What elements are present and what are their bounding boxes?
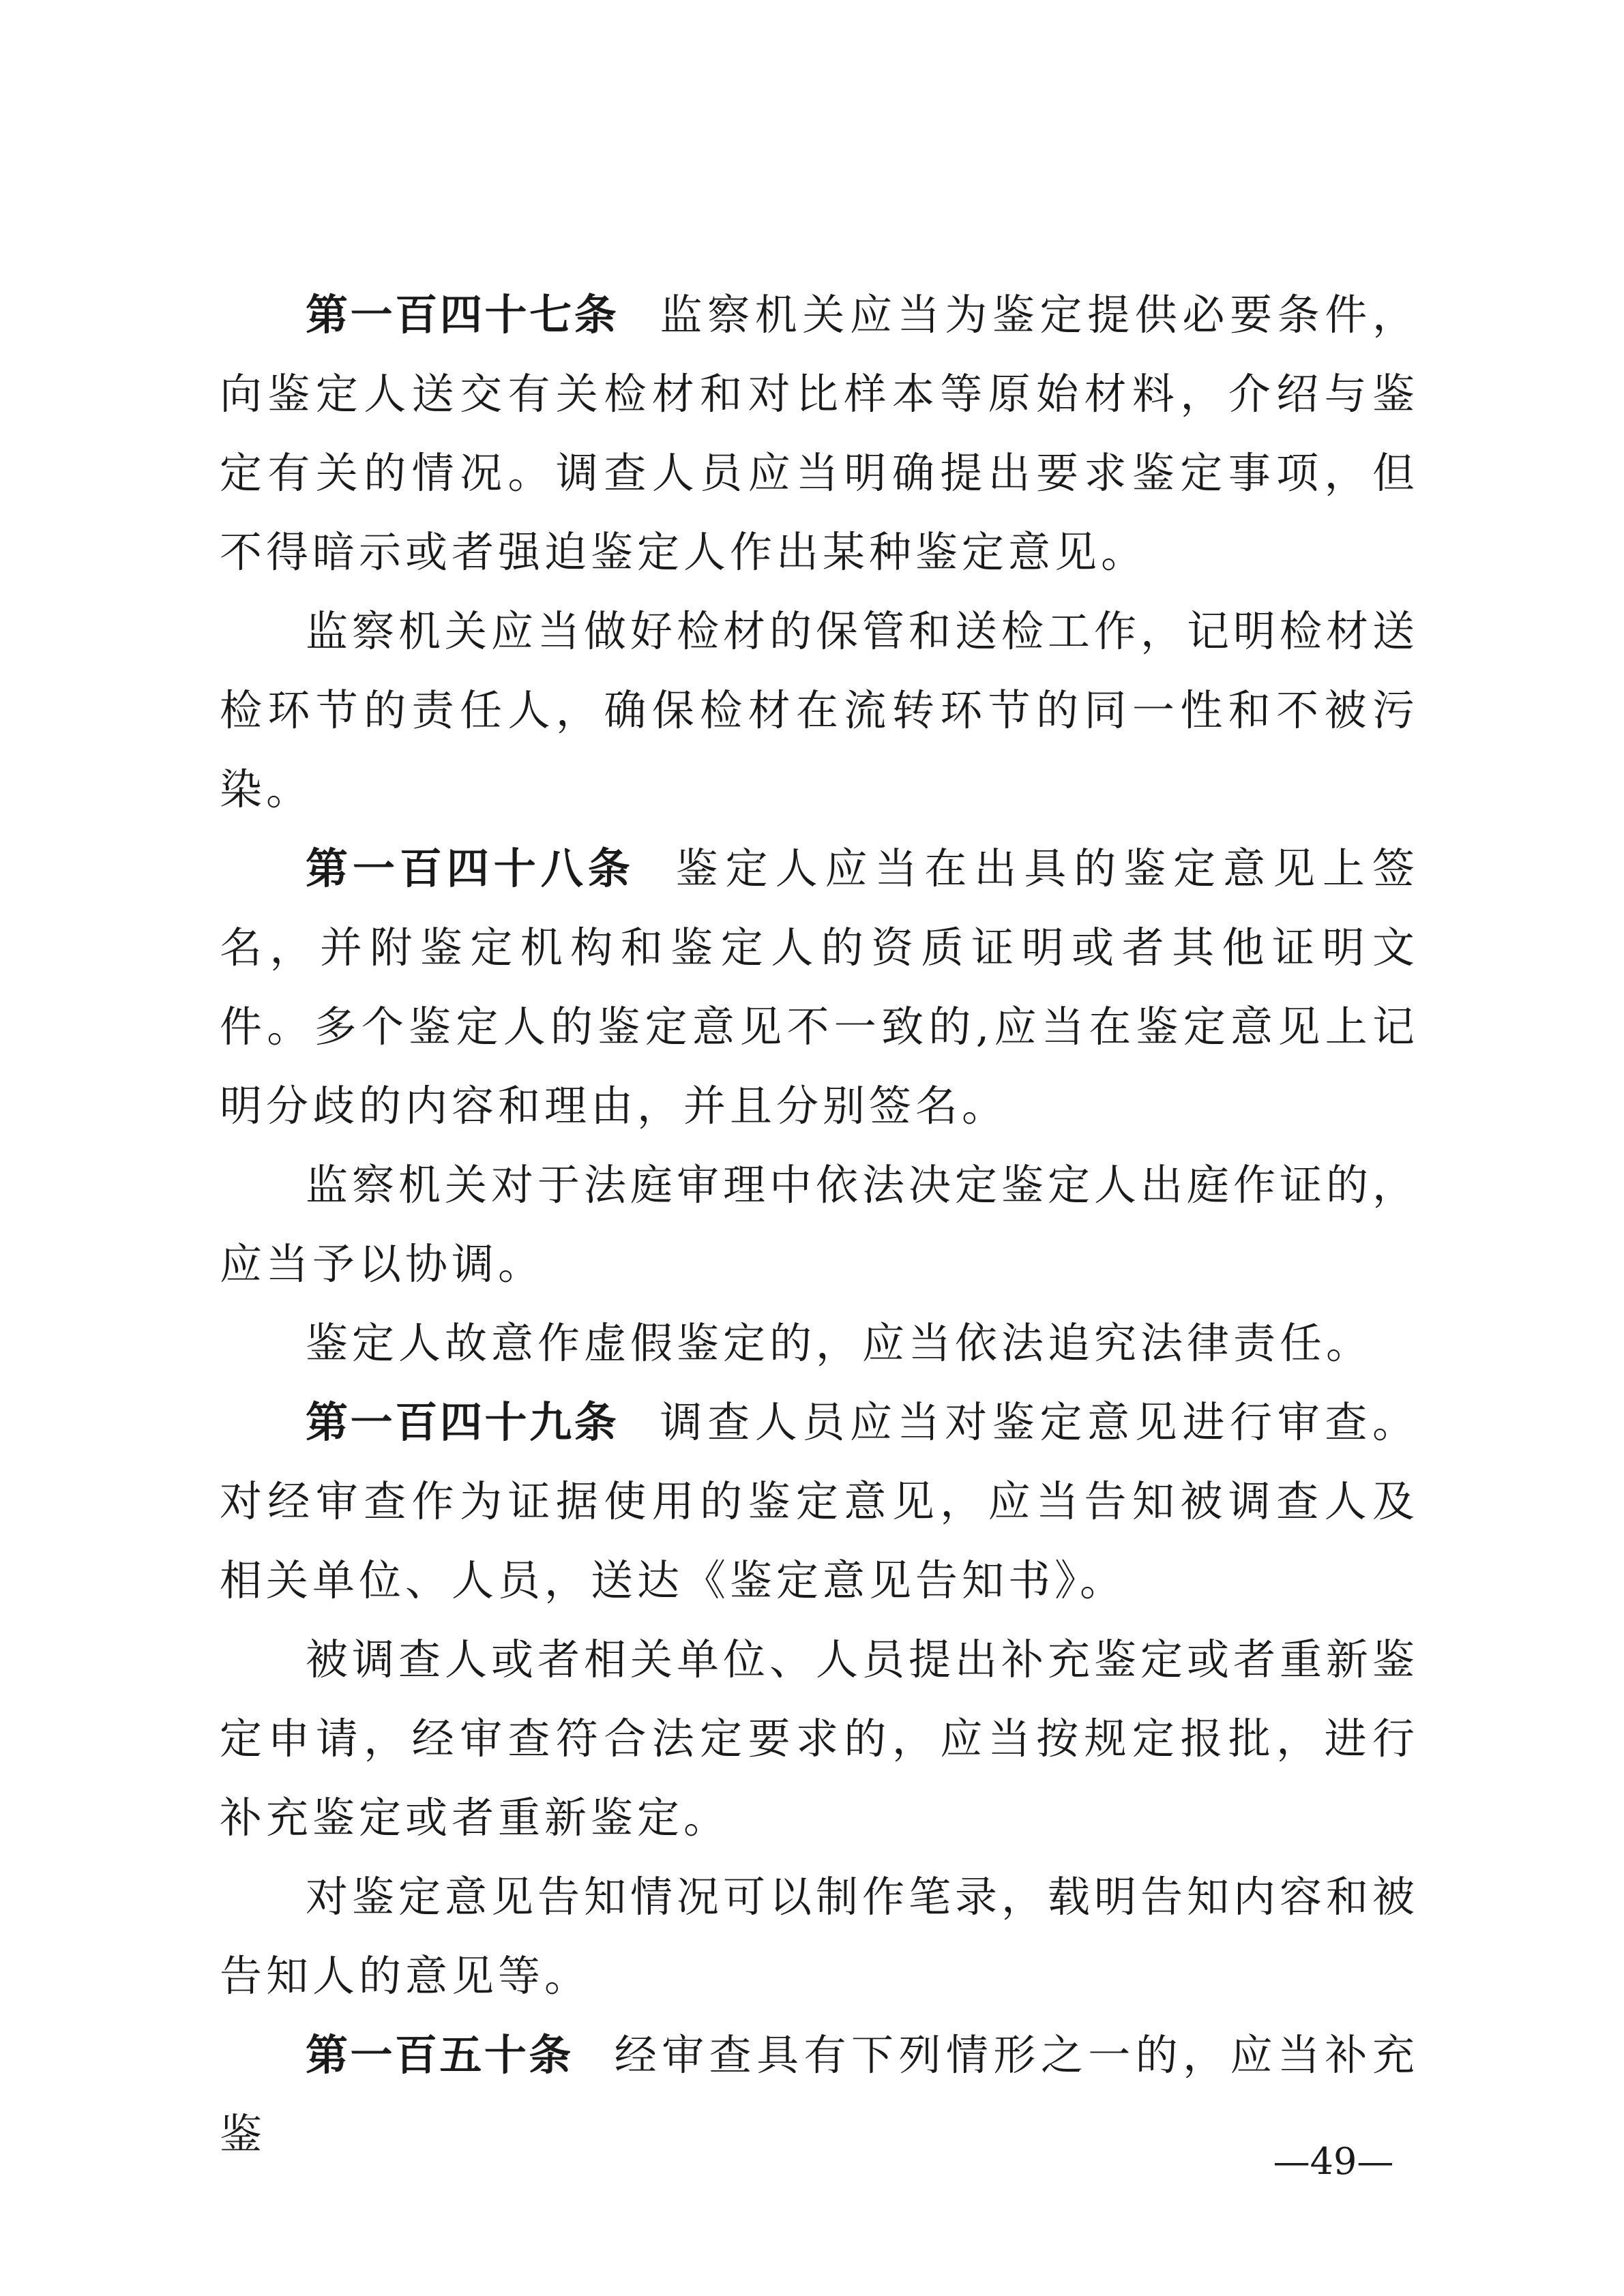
- article-149: [220, 1383, 1419, 1620]
- paragraph-text: 对鉴定意见告知情况可以制作笔录，载明告知内容和被告知人的意见等。: [220, 1872, 1419, 2001]
- article-heading: 第一百五十条: [306, 2030, 574, 2080]
- page-number: —49—: [1273, 2140, 1394, 2183]
- article-heading: 第一百四十九条: [306, 1397, 619, 1447]
- article-147: [220, 275, 1419, 592]
- paragraph-text: 监察机关应当做好检材的保管和送检工作，记明检材送检环节的责任人，确保检材在流转环节的同一性和不被污染。: [220, 606, 1419, 814]
- article-148-paragraph-2: [220, 1146, 1419, 1304]
- article-heading: 第一百四十七条: [306, 290, 619, 340]
- article-150: [220, 2016, 1419, 2174]
- article-text: 调查人员应当对鉴定意见进行审查。对经审查作为证据使用的鉴定意见，应当告知被调查人及相关单位、人员，送达《鉴定意见告知书》。: [220, 1397, 1419, 1605]
- article-149-paragraph-2: [220, 1620, 1419, 1858]
- article-heading: 第一百四十八条: [306, 844, 635, 893]
- article-149-paragraph-3: [220, 1858, 1419, 2016]
- article-148-paragraph-3: [220, 1304, 1419, 1383]
- paragraph-text: 监察机关对于法庭审理中依法决定鉴定人出庭作证的，应当予以协调。: [220, 1160, 1419, 1289]
- article-text: 经审查具有下列情形之一的，应当补充鉴: [220, 2030, 1419, 2159]
- article-148: [220, 829, 1419, 1146]
- article-text: 监察机关应当为鉴定提供必要条件，向鉴定人送交有关检材和对比样本等原始材料，介绍与鉴定有关的情况。调查人员应当明确提出要求鉴定事项，但不得暗示或者强迫鉴定人作出某种鉴定意见。: [220, 290, 1419, 577]
- article-text: 鉴定人应当在出具的鉴定意见上签名，并附鉴定机构和鉴定人的资质证明或者其他证明文件。多个鉴定人的鉴定意见不一致的,应当在鉴定意见上记明分歧的内容和理由，并且分别签名。: [220, 844, 1419, 1131]
- paragraph-text: 被调查人或者相关单位、人员提出补充鉴定或者重新鉴定申请，经审查符合法定要求的，应当按规定报批，进行补充鉴定或者重新鉴定。: [220, 1635, 1419, 1843]
- document-body: [220, 275, 1419, 2174]
- article-147-paragraph-2: [220, 592, 1419, 829]
- paragraph-text: 鉴定人故意作虚假鉴定的，应当依法追究法律责任。: [306, 1318, 1373, 1368]
